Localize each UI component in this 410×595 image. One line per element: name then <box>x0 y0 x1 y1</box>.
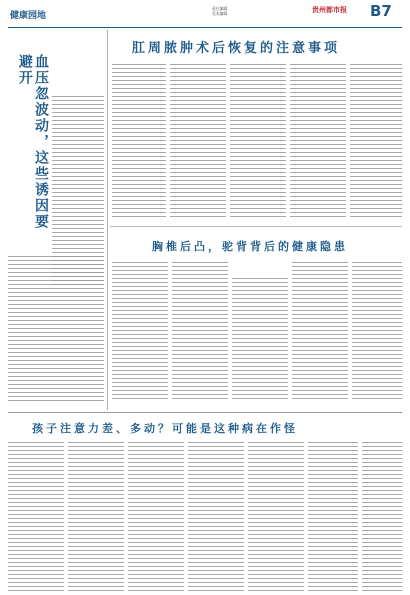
side-article-title: 血压忽波动，这些诱因要避开 <box>16 54 49 230</box>
column-divider <box>107 30 108 410</box>
article2-title: 胸椎后凸，驼背背后的健康隐患 <box>152 240 348 253</box>
article3-col7 <box>362 442 402 592</box>
page-number: B7 <box>370 2 392 20</box>
article2-col1 <box>112 262 168 402</box>
article3-col3 <box>128 442 184 592</box>
article1-col5 <box>350 64 402 220</box>
article2-col3 <box>232 278 288 402</box>
article2-col4 <box>292 262 348 402</box>
article3-col5 <box>248 442 304 592</box>
section-title: 健康园地 <box>10 11 47 21</box>
article3-col1 <box>8 442 64 592</box>
article1-col1 <box>112 64 166 220</box>
article3-title: 孩子注意力差、多动？可能是这种病在作怪 <box>32 422 298 435</box>
editor-line: 责任编辑： <box>212 6 231 11</box>
side-article-body-continued <box>8 256 104 404</box>
article2-col5 <box>352 262 402 402</box>
designer-line: 美术编辑： <box>212 11 231 16</box>
article3-col6 <box>308 442 358 592</box>
article3-col4 <box>188 442 244 592</box>
article1-bottom-rule <box>110 226 402 227</box>
side-article <box>8 30 104 252</box>
article1-col3 <box>230 64 286 220</box>
article3-col2 <box>68 442 124 592</box>
article2-col2 <box>172 262 228 402</box>
header-rule <box>8 27 402 28</box>
article1-col2 <box>170 64 226 220</box>
article2-bottom-rule <box>8 412 402 413</box>
article1-col4 <box>290 64 346 220</box>
newspaper-logo: 贵州都市报 <box>312 5 347 14</box>
article1-title: 肛周脓肿术后恢复的注意事项 <box>132 41 341 56</box>
